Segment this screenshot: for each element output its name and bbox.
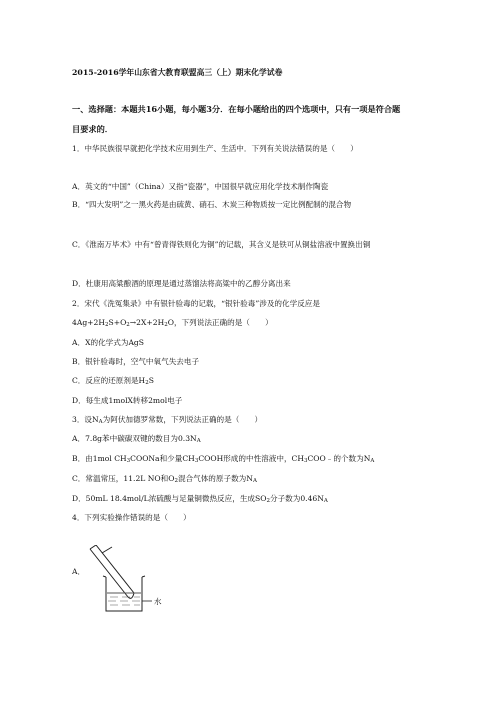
section-heading-line2: 目要求的．: [72, 124, 113, 134]
q3-option-a: A．7.8g苯中碳碳双键的数目为$0.3N_A$: [72, 434, 201, 444]
q3-option-d: D．50mL 18.4mol/L浓硫酸与足量铜微热反应，生成$SO_2$分子数为$0.46N_A$: [72, 494, 328, 504]
q1-option-c: C．《淮南万毕术》中有“曾青得铁则化为铜”的记载，其含义是铁可从铜盐溶液中置换出铜: [72, 240, 371, 249]
test-tube-icon: [90, 545, 134, 598]
water-icon: [108, 597, 140, 605]
q1-option-b: B．“四大发明”之一黑火药是由硫黄、硝石、木炭三种物质按一定比例配制的混合物: [72, 200, 352, 209]
q1-option-d: D．杜康用高粱酿酒的原理是通过蒸馏法将高粱中的乙醇分离出来: [72, 279, 291, 288]
tongs-icon: [102, 547, 112, 553]
q4-stem: 4．下列实验操作错误的是（ ）: [72, 513, 191, 522]
q2-option-d: D．每生成1molX转移2mol电子: [72, 396, 183, 405]
beaker-icon: [103, 576, 145, 611]
q1-stem: 1．中华民族很早就把化学技术应用到生产、生活中．下列有关说法错误的是（ ）: [72, 144, 358, 153]
q2-option-b: B．银针验毒时，空气中氧气失去电子: [72, 357, 200, 366]
q4-option-a-label: A．: [72, 567, 86, 576]
q4-apparatus-figure: [72, 545, 182, 615]
water-label: 水: [154, 597, 162, 606]
q3-option-c: C．常温常压，11.2L NO和$O_2$混合气体的原子数为$N_A$: [72, 474, 257, 484]
q2-stem: 2．宋代《洗冤集录》中有银针验毒的记载，“银针验毒”涉及的化学反应是: [72, 299, 320, 308]
q2-option-c: C．反应的还原剂是$H_2S$: [72, 376, 154, 386]
section-heading-line1: 一、选择题：本题共16小题，每小题3分．在每小题给出的四个选项中，只有一项是符合题: [72, 104, 401, 114]
q2-equation: $4Ag+2H_2S+O_2\to 2X+2H_2O$，下列说法正确的是（ ）: [72, 318, 273, 328]
exam-title: 2015-2016学年山东省大教育联盟高三（上）期末化学试卷: [72, 68, 283, 77]
q3-stem: 3．设$N_A$为阿伏加德罗常数，下列说法正确的是（ ）: [72, 415, 263, 425]
q2-option-a: A．X的化学式为AgS: [72, 338, 144, 347]
q3-option-b: B．由1mol $CH_3COONa$和少量$CH_3COOH$形成的中性溶液中，$CH_3COO﹣$的个数为$N_A$: [72, 454, 375, 464]
q1-option-a: A．英文的“中国”（China）又指“瓷器”，中国很早就应用化学技术制作陶瓷: [72, 182, 329, 191]
